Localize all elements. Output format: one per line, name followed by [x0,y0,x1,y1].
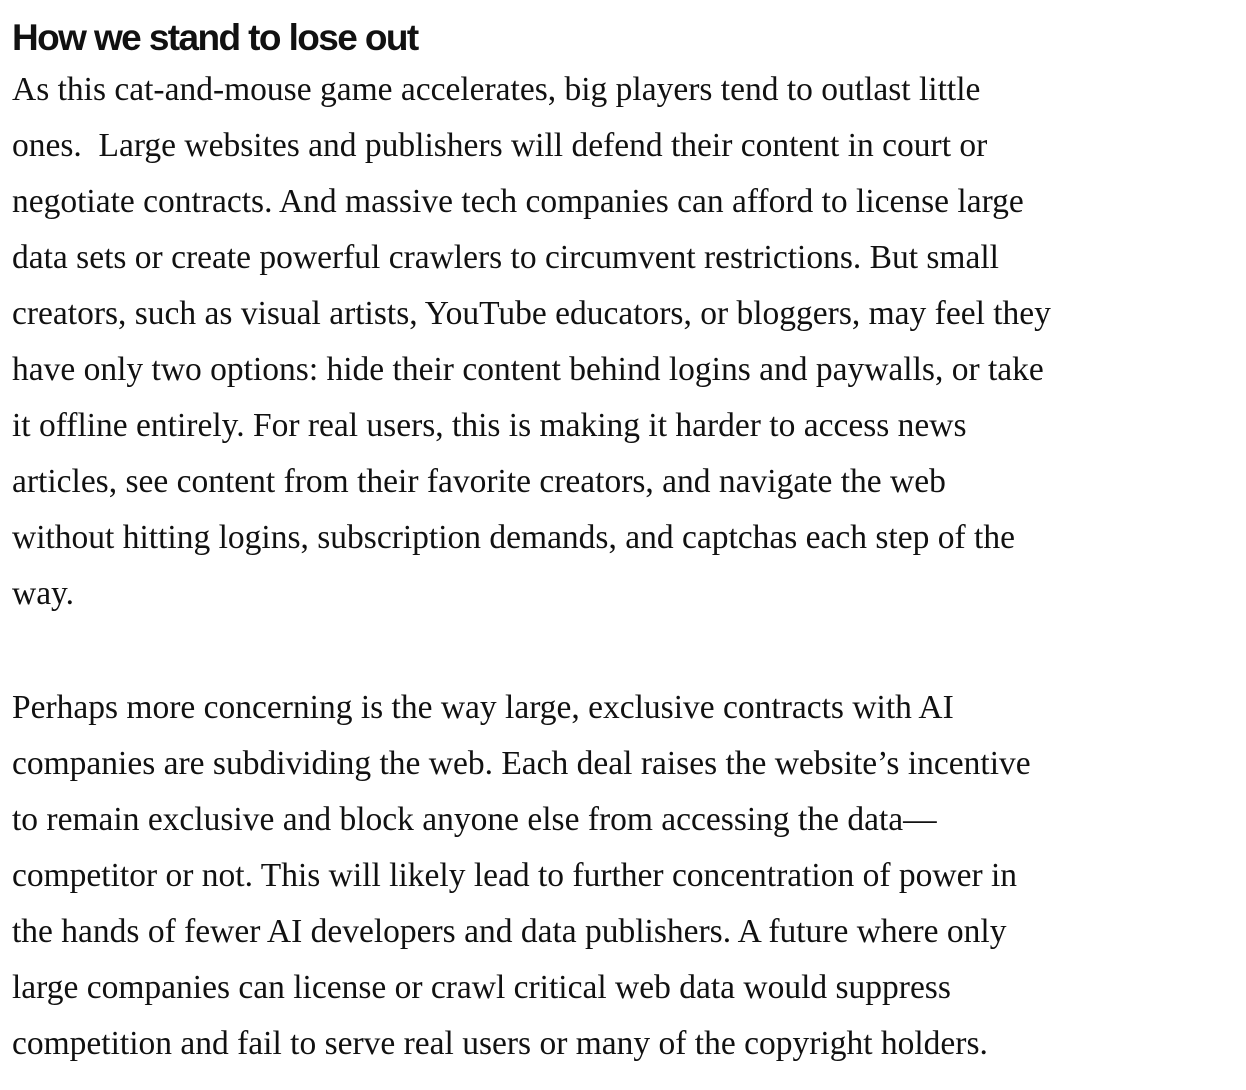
paragraph-line: without hitting logins, subscription demands, and captchas each step of the [12,519,1015,556]
paragraph-line: it offline entirely. For real users, this is making it harder to access news [12,407,967,444]
paragraph-line: Perhaps more concerning is the way large, exclusive contracts with AI [12,689,954,726]
section-heading: How we stand to lose out [12,17,418,58]
paragraph-line: way. [12,575,75,612]
paragraph-line: large companies can license or crawl critical web data would suppress [12,969,951,1006]
paragraph-line: ones. Large websites and publishers will defend their content in court or [12,127,988,164]
paragraph-line: companies are subdividing the web. Each deal raises the website’s incentive [12,745,1031,782]
paragraph-line: to remain exclusive and block anyone else from accessing the data— [12,801,937,838]
article-section [12,0,1242,1072]
paragraph-line: As this cat-and-mouse game accelerates, big players tend to outlast little [12,71,981,108]
paragraph-line: negotiate contracts. And massive tech companies can afford to license large [12,183,1024,220]
paragraph-line: creators, such as visual artists, YouTube educators, or bloggers, may feel they [12,295,1051,332]
paragraph-line: articles, see content from their favorite creators, and navigate the web [12,463,946,500]
paragraph-line: data sets or create powerful crawlers to circumvent restrictions. But small [12,239,999,276]
paragraph-line: competition and fail to serve real users or many of the copyright holders. [12,1025,988,1062]
paragraph-line: the hands of fewer AI developers and data publishers. A future where only [12,913,1007,950]
paragraph-1 [12,62,1242,622]
paragraph-2 [12,680,1242,1072]
paragraph-line: competitor or not. This will likely lead to further concentration of power in [12,857,1018,894]
paragraph-line: have only two options: hide their content behind logins and paywalls, or take [12,351,1044,388]
